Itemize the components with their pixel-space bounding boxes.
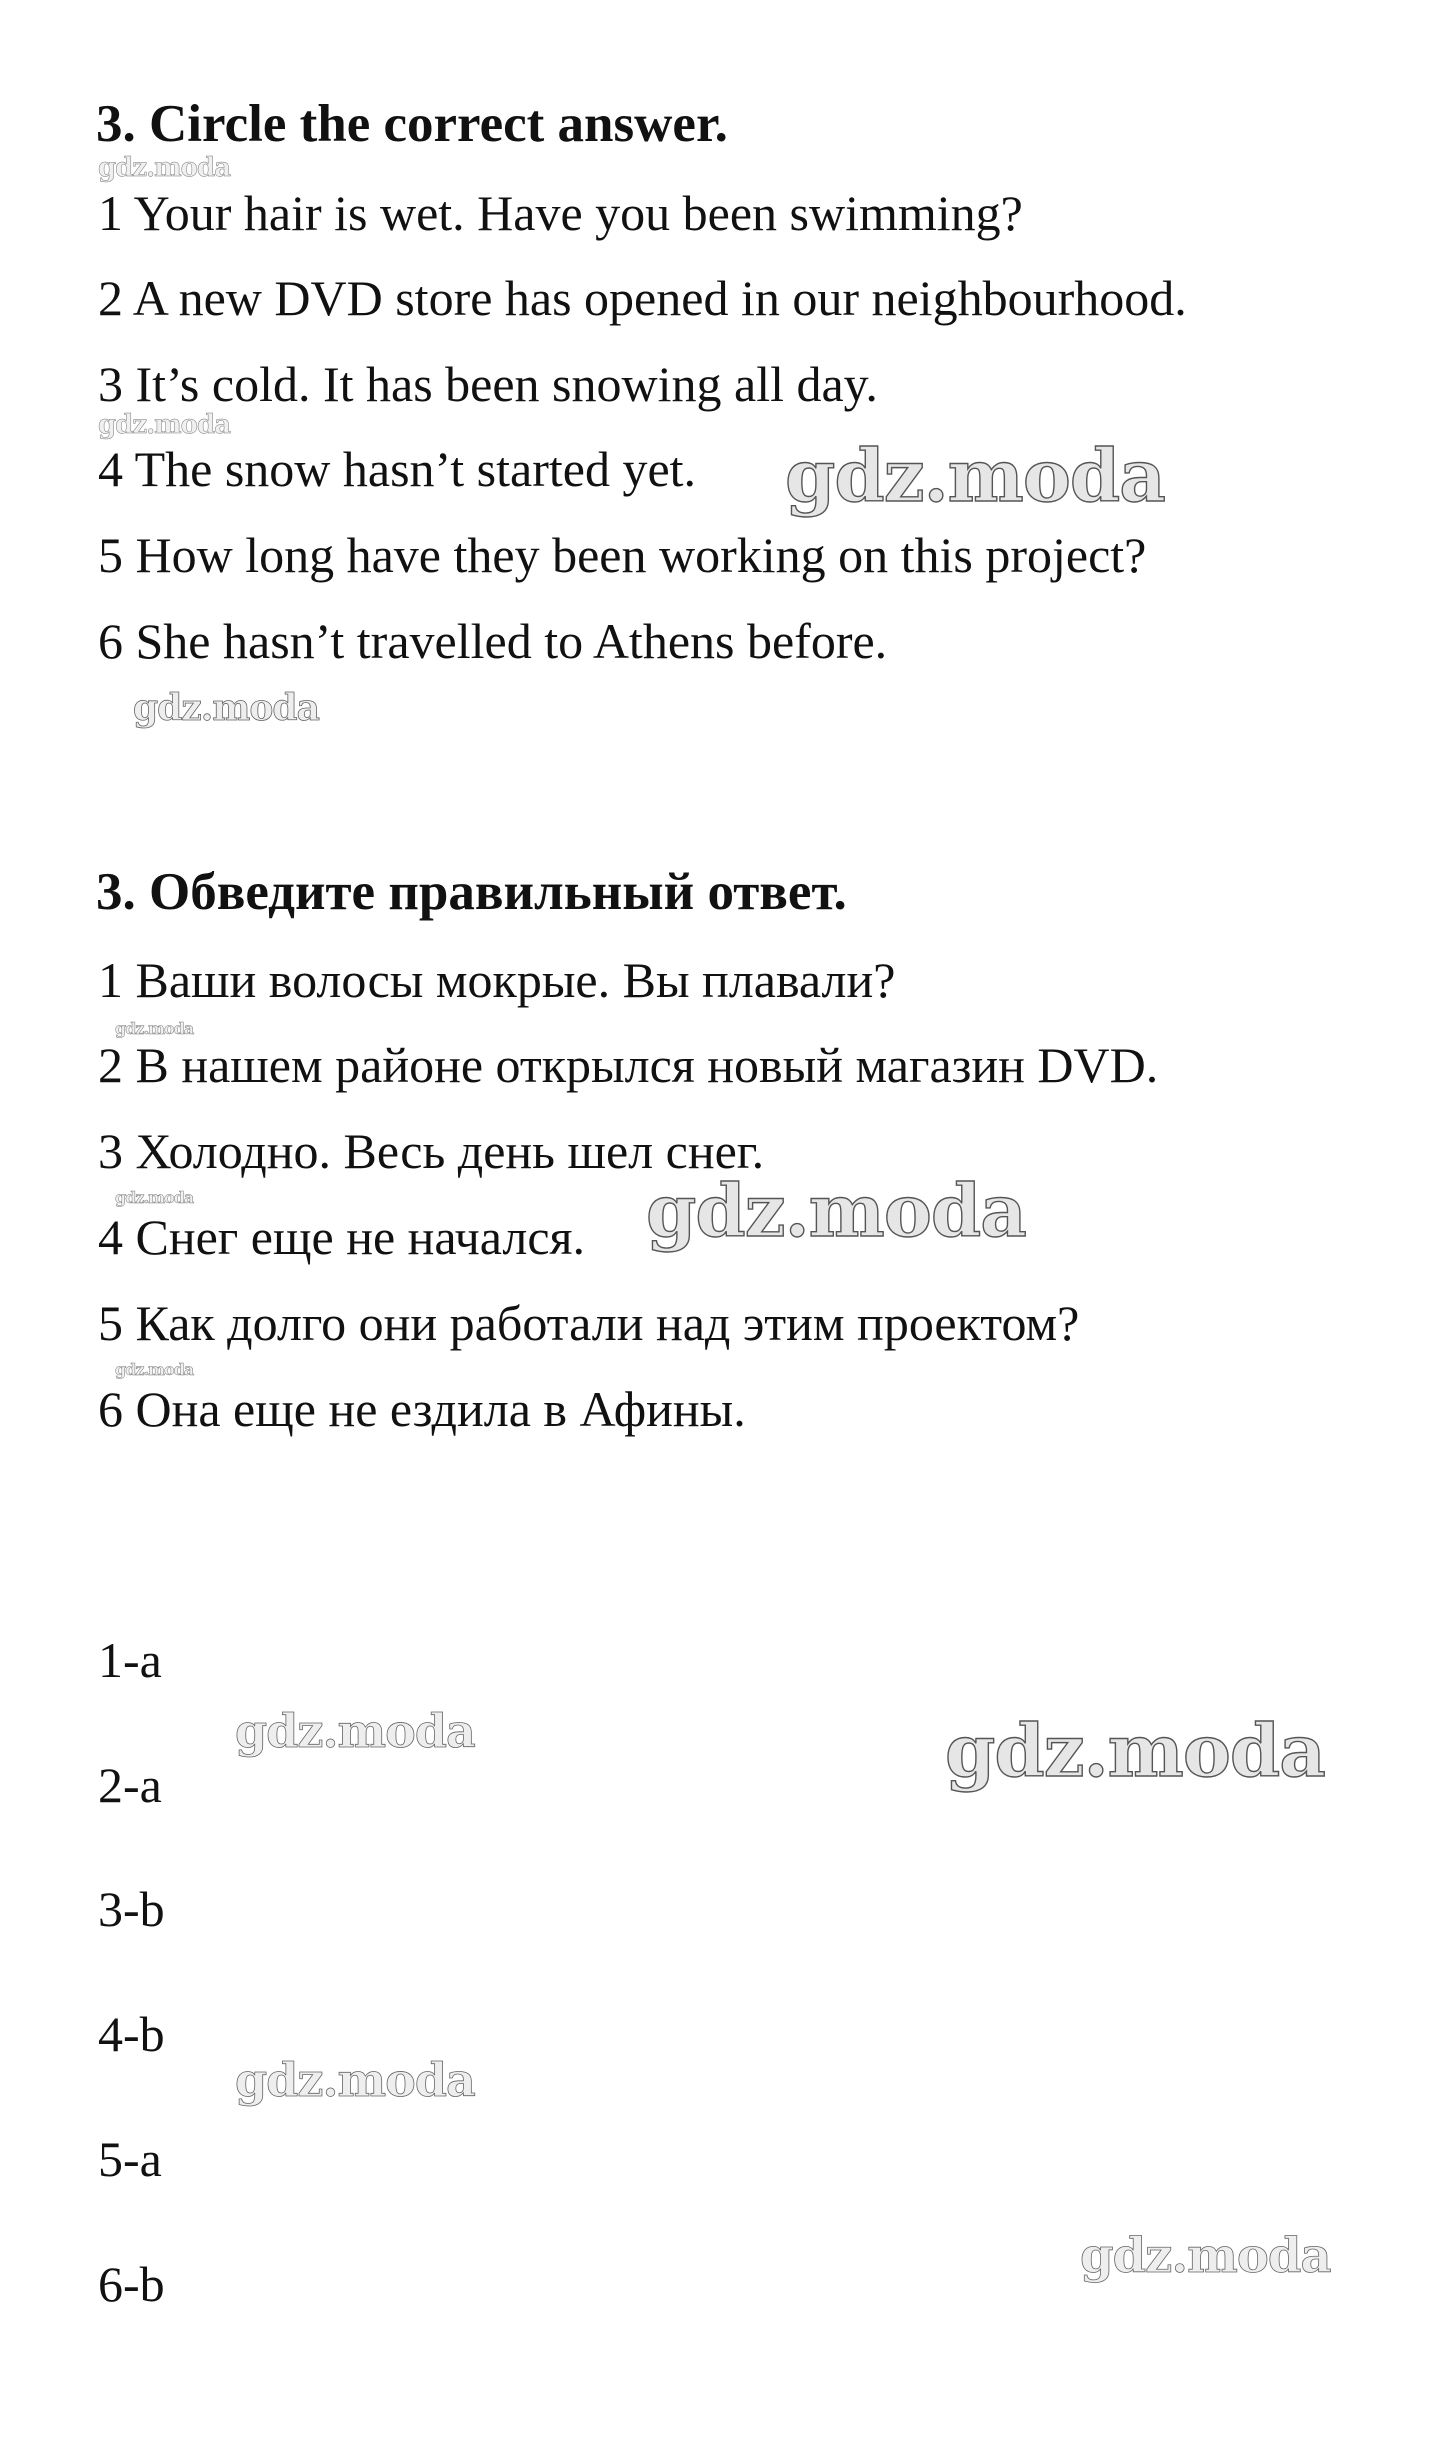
- answer-2: 2-a: [98, 1757, 162, 1813]
- russian-line-6: 6 Она еще не ездила в Афины.: [98, 1381, 746, 1437]
- watermark: gdz.moda: [646, 1168, 1026, 1253]
- russian-line-4: 4 Снег еще не начался.: [98, 1209, 586, 1265]
- watermark: gdz.moda: [235, 2053, 475, 2107]
- english-line-2: 2 A new DVD store has opened in our neighbourhood.: [98, 270, 1187, 326]
- watermark: gdz.moda: [115, 1188, 194, 1207]
- russian-line-5: 5 Как долго они работали над этим проектом?: [98, 1295, 1080, 1351]
- english-line-3: 3 It’s cold. It has been snowing all day.: [98, 356, 878, 412]
- watermark: gdz.moda: [785, 433, 1165, 518]
- english-line-1: 1 Your hair is wet. Have you been swimming?: [98, 185, 1023, 241]
- watermark: gdz.moda: [945, 1708, 1325, 1793]
- watermark: gdz.moda: [235, 1704, 475, 1758]
- english-heading: 3. Circle the correct answer.: [96, 95, 728, 153]
- watermark: gdz.moda: [115, 1019, 194, 1038]
- watermark: gdz.moda: [98, 410, 231, 440]
- watermark: gdz.moda: [98, 153, 231, 183]
- answer-5: 5-a: [98, 2131, 162, 2187]
- answer-3: 3-b: [98, 1881, 165, 1937]
- english-line-6: 6 She hasn’t travelled to Athens before.: [98, 613, 888, 669]
- russian-line-2: 2 В нашем районе открылся новый магазин DVD.: [98, 1037, 1159, 1093]
- answer-1: 1-a: [98, 1632, 162, 1688]
- russian-line-1: 1 Ваши волосы мокрые. Вы плавали?: [98, 952, 896, 1008]
- answer-4: 4-b: [98, 2006, 165, 2062]
- russian-line-3: 3 Холодно. Весь день шел снег.: [98, 1123, 765, 1179]
- russian-heading: 3. Обведите правильный ответ.: [96, 863, 847, 921]
- english-line-4: 4 The snow hasn’t started yet.: [98, 441, 697, 497]
- answer-6: 6-b: [98, 2256, 165, 2312]
- watermark: gdz.moda: [115, 1360, 194, 1379]
- english-line-5: 5 How long have they been working on this project?: [98, 527, 1147, 583]
- watermark: gdz.moda: [1080, 2228, 1331, 2284]
- watermark: gdz.moda: [133, 687, 319, 729]
